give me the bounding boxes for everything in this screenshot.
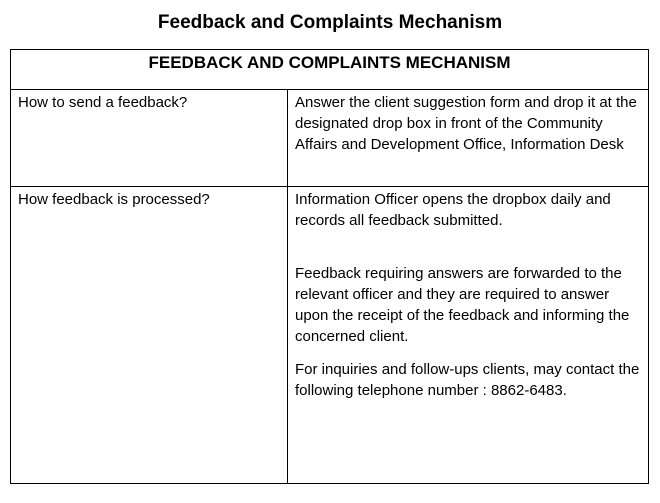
table-row	[11, 90, 648, 187]
column-divider	[287, 90, 288, 483]
answer-cell	[295, 92, 643, 155]
question-cell: How to send a feedback?	[18, 94, 188, 111]
answer-paragraph: Feedback requiring answers are forwarded to the relevant officer and they are required to answer upon the receipt of the feedback and informing the concerned client.	[295, 265, 630, 345]
answer-paragraph: Information Officer opens the dropbox daily and records all feedback submitted.	[295, 191, 611, 229]
answer-paragraph: Answer the client suggestion form and drop it at the designated drop box in front of the Community Affairs and Development Office, Information Desk	[295, 94, 637, 153]
page-title: Feedback and Complaints Mechanism	[157, 12, 503, 33]
question-cell: How feedback is processed?	[18, 191, 210, 208]
answer-cell	[295, 189, 643, 401]
feedback-mechanism-table	[10, 49, 649, 484]
table-title: FEEDBACK AND COMPLAINTS MECHANISM	[11, 50, 648, 90]
answer-paragraph: For inquiries and follow-ups clients, may contact the following telephone number : 8862-6483.	[295, 361, 640, 399]
table-row	[11, 187, 648, 483]
